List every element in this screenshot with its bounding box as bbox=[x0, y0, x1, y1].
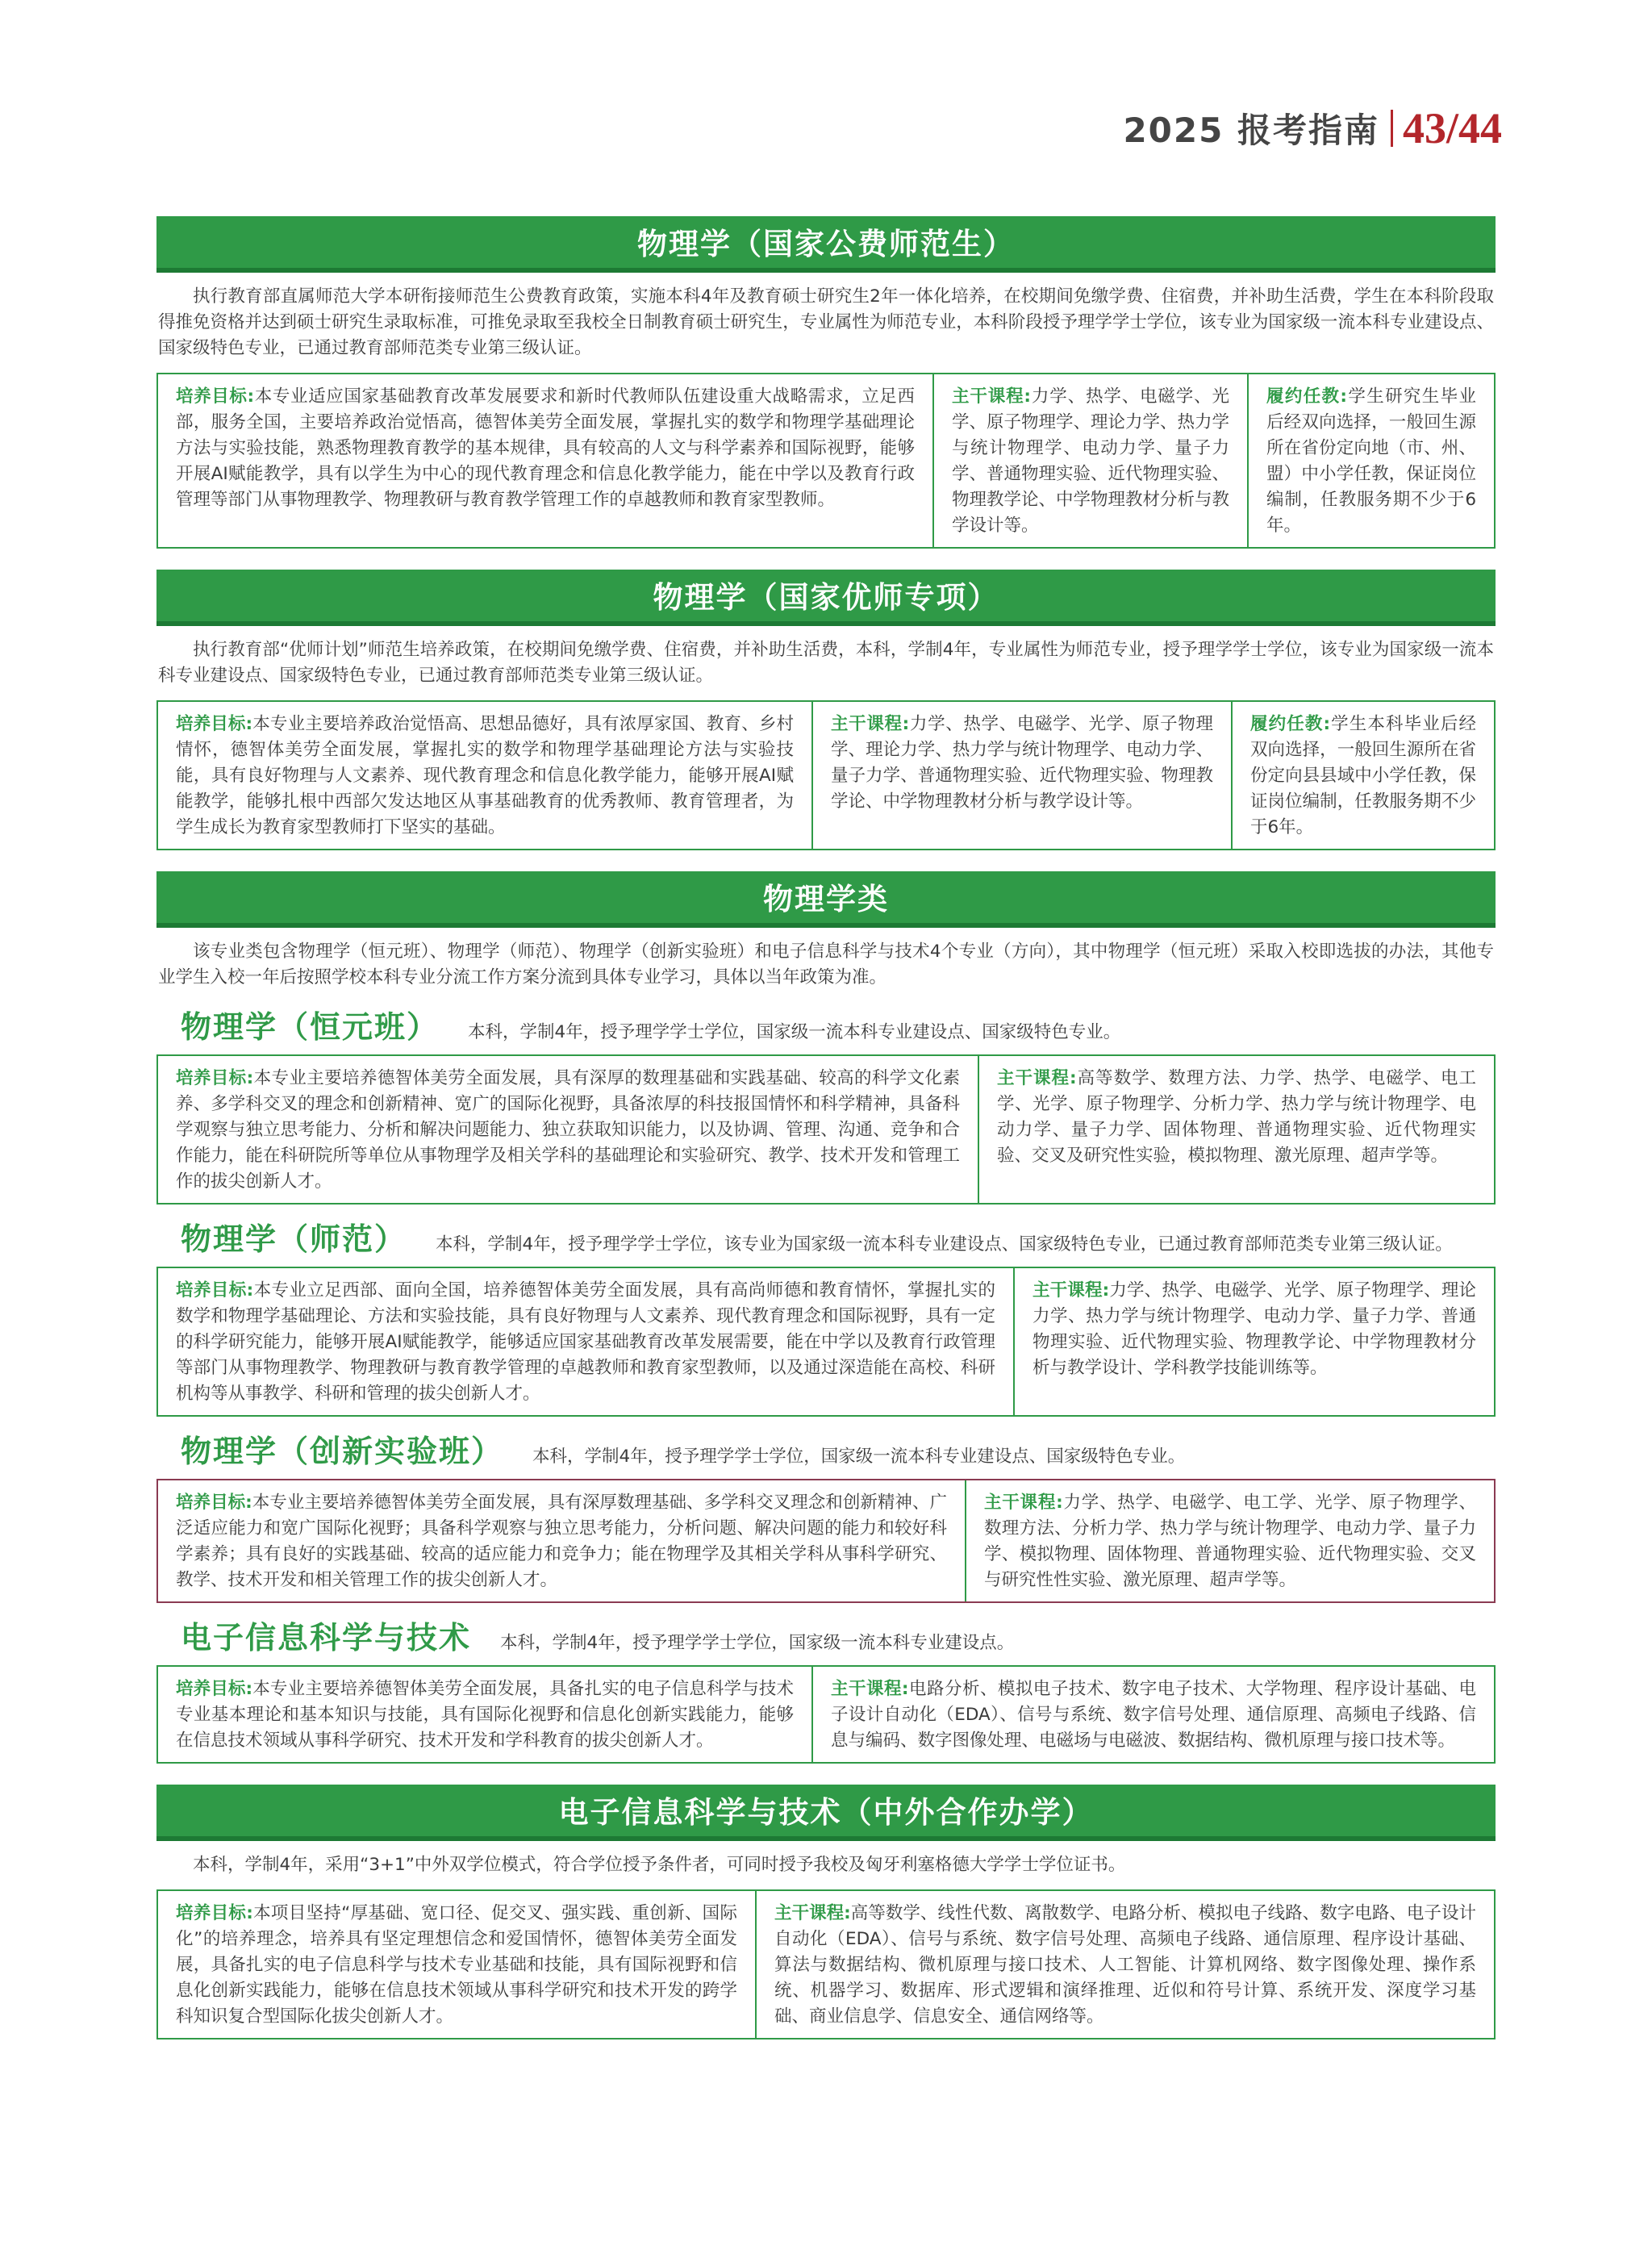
goal-cell bbox=[158, 1268, 1013, 1415]
major-heading bbox=[156, 1426, 1496, 1471]
duty-text: 学生研究生毕业后经双向选择，一般回生源所在省份定向地（市、州、盟）中小学任教，保证岗位编制，任教服务期不少于6年。 bbox=[1266, 386, 1476, 536]
goal-cell bbox=[158, 1667, 811, 1762]
goal-text: 本项目坚持“厚基础、宽口径、促交叉、强实践、重创新、国际化”的培养理念，培养具有坚定理想信念和爱国情怀，德智体美劳全面发展，具备扎实的电子信息科学与技术专业基础和技能，具有国际视野和信息化创新实践能力，能够在信息技术领域从事科学研究和技术开发的跨学科知识复合型国际化拔尖创新人才。 bbox=[176, 1903, 737, 2027]
goal-label: 培养目标: bbox=[176, 1280, 254, 1301]
goal-label: 培养目标: bbox=[176, 1903, 253, 1923]
duty-cell bbox=[1231, 702, 1494, 849]
goal-cell bbox=[158, 702, 811, 849]
goal-label: 培养目标: bbox=[176, 1679, 253, 1699]
major-desc: 本科，学制4年，授予理学学士学位，国家级一流本科专业建设点。 bbox=[500, 1633, 1015, 1653]
courses-cell bbox=[811, 1667, 1494, 1762]
goal-text: 本专业适应国家基础教育改革发展要求和新时代教师队伍建设重大战略需求，立足西部，服务全国，主要培养政治觉悟高，德智体美劳全面发展，掌握扎实的数学和物理学基础理论方法与实验技能，熟悉物理教育教学的基本规律，具有较高的人文与科学素养和国际视野，能够开展AI赋能教学，具有以学生为中心的现代教育理念和信息化教学能力，能在中学以及教育行政管理等部门从事物理教学、物理教研与教育教学管理工作的卓越教师和教育家型教师。 bbox=[176, 386, 915, 510]
courses-text: 力学、热学、电磁学、光学、原子物理学、理论力学、热力学与统计物理学、电动力学、量子力学、普通物理实验、近代物理实验、物理教学论、中学物理教材分析与教学设计等。 bbox=[952, 386, 1230, 536]
courses-text: 力学、热学、电磁学、电工学、光学、原子物理学、数理方法、分析力学、热力学与统计物理学、电动力学、量子力学、模拟物理、固体物理、普通物理实验、近代物理实验、交叉与研究性性实验、激光原理、超声学等。 bbox=[984, 1493, 1476, 1590]
courses-label: 主干课程: bbox=[997, 1068, 1077, 1088]
major-heading bbox=[156, 1214, 1496, 1259]
courses-text: 高等数学、数理方法、力学、热学、电磁学、电工学、光学、原子物理学、分析力学、热力学与统计物理学、电动力学、量子力学、固体物理、普通物理实验、近代物理实验、交叉及研究性实验，模拟物理、激光原理、超声学等。 bbox=[997, 1068, 1476, 1166]
duty-text: 学生本科毕业后经双向选择，一般回生源所在省份定向县县域中小学任教，保证岗位编制，任教服务期不少于6年。 bbox=[1250, 714, 1476, 837]
info-box bbox=[156, 1479, 1496, 1603]
section-banner-physics-category: 物理学类 bbox=[156, 871, 1496, 928]
duty-label: 履约任教: bbox=[1266, 386, 1348, 407]
page-number: 43/44 bbox=[1402, 104, 1502, 152]
courses-text: 力学、热学、电磁学、光学、原子物理学、理论力学、热力学与统计物理学、电动力学、量子力学、普通物理实验、近代物理实验、物理教学论、中学物理教材分析与教学设计等。 bbox=[831, 714, 1213, 812]
courses-text: 高等数学、线性代数、离散数学、电路分析、模拟电子线路、数字电路、电子设计自动化（EDA）、信号与系统、数字信号处理、高频电子线路、通信原理、程序设计基础、算法与数据结构、微机原理与接口技术、人工智能、计算机网络、数字图像处理、操作系统、机器学习、数据库、形式逻辑和演绎推理、近似和符号计算、系统开发、深度学习基础、商业信息学、信息安全、通信网络等。 bbox=[774, 1903, 1476, 2027]
courses-cell bbox=[755, 1891, 1494, 2038]
goal-text: 本专业主要培养政治觉悟高、思想品德好，具有浓厚家国、教育、乡村情怀，德智体美劳全面发展，掌握扎实的数学和物理学基础理论方法与实验技能，具有良好物理与人文素养、现代教育理念和信息化教学能力，能够开展AI赋能教学，能够扎根中西部欠发达地区从事基础教育的优秀教师、教育管理者，为学生成长为教育家型教师打下坚实的基础。 bbox=[176, 714, 794, 837]
courses-cell bbox=[978, 1056, 1494, 1203]
section-banner-physics-excellent-teacher: 物理学（国家优师专项） bbox=[156, 570, 1496, 626]
courses-cell bbox=[811, 702, 1231, 849]
header-divider bbox=[1391, 110, 1393, 147]
major-desc: 本科，学制4年，授予理学学士学位，国家级一流本科专业建设点、国家级特色专业。 bbox=[468, 1022, 1121, 1042]
section-intro: 该专业类包含物理学（恒元班）、物理学（师范）、物理学（创新实验班）和电子信息科学与技术4个专业（方向），其中物理学（恒元班）采取入校即选拔的办法，其他专业学生入校一年后按照学校本科专业分流工作方案分流到具体专业学习，具体以当年政策为准。 bbox=[158, 941, 1494, 987]
major-desc: 本科，学制4年，授予理学学士学位，该专业为国家级一流本科专业建设点、国家级特色专业，已通过教育部师范类专业第三级认证。 bbox=[436, 1234, 1453, 1255]
major-heading bbox=[156, 1613, 1496, 1657]
page-header bbox=[1123, 103, 1502, 153]
goal-cell bbox=[158, 1056, 978, 1203]
goal-text: 本专业主要培养德智体美劳全面发展，具有深厚数理基础、多学科交叉理念和创新精神、广泛适应能力和宽广国际化视野；具备科学观察与独立思考能力，分析问题、解决问题的能力和较好科学素养；具有良好的实践基础、较高的适应能力和竞争力；能在物理学及其相关学科从事科学研究、教学、技术开发和相关管理工作的拔尖创新人才。 bbox=[176, 1493, 947, 1590]
courses-label: 主干课程: bbox=[1032, 1280, 1110, 1301]
goal-text: 本专业主要培养德智体美劳全面发展，具有深厚的数理基础和实践基础、较高的科学文化素养、多学科交叉的理念和创新精神、宽广的国际化视野，具备浓厚的科技报国情怀和科学精神，具备科学观察与独立思考能力、分析和解决问题能力、独立获取知识能力，以及协调、管理、沟通、竞争和合作能力，能在科研院所等单位从事物理学及相关学科的基础理论和实验研究、教学、技术开发和管理工作的拔尖创新人才。 bbox=[176, 1068, 960, 1192]
info-box bbox=[156, 373, 1496, 549]
goal-cell bbox=[158, 374, 932, 547]
courses-cell bbox=[932, 374, 1247, 547]
goal-cell bbox=[158, 1480, 965, 1601]
major-name: 电子信息科学与技术 bbox=[181, 1620, 472, 1655]
major-name: 物理学（恒元班） bbox=[181, 1009, 440, 1045]
courses-cell bbox=[965, 1480, 1494, 1601]
info-box bbox=[156, 700, 1496, 850]
goal-label: 培养目标: bbox=[176, 1493, 252, 1513]
major-desc: 本科，学制4年，授予理学学士学位，国家级一流本科专业建设点、国家级特色专业。 bbox=[532, 1447, 1186, 1467]
major-name: 物理学（师范） bbox=[181, 1221, 407, 1257]
courses-text: 电路分析、模拟电子技术、数字电子技术、大学物理、程序设计基础、电子设计自动化（EDA）、信号与系统、数字信号处理、通信原理、高频电子线路、信息与编码、数字图像处理、电磁场与电磁波、数据结构、微机原理与接口技术等。 bbox=[831, 1679, 1476, 1751]
duty-cell bbox=[1247, 374, 1494, 547]
goal-label: 培养目标: bbox=[176, 714, 253, 734]
goal-cell bbox=[158, 1891, 755, 2038]
section-intro: 执行教育部“优师计划”师范生培养政策，在校期间免缴学费、住宿费，并补助生活费，本科，学制4年，专业属性为师范专业，授予理学学士学位，该专业为国家级一流本科专业建设点、国家级特色专业，已通过教育部师范类专业第三级认证。 bbox=[158, 640, 1494, 686]
major-name: 物理学（创新实验班） bbox=[181, 1434, 504, 1469]
section-intro: 本科，学制4年，采用“3+1”中外双学位模式，符合学位授予条件者，可同时授予我校及匈牙利塞格德大学学士学位证书。 bbox=[193, 1855, 1126, 1875]
major-heading bbox=[156, 1002, 1496, 1046]
courses-label: 主干课程: bbox=[952, 386, 1032, 407]
info-box bbox=[156, 1889, 1496, 2040]
courses-text: 力学、热学、电磁学、光学、原子物理学、理论力学、热力学与统计物理学、电动力学、量子力学、普通物理实验、近代物理实验、物理教学论、中学物理教材分析与教学设计、学科教学技能训练等。 bbox=[1032, 1280, 1476, 1378]
duty-label: 履约任教: bbox=[1250, 714, 1331, 734]
goal-label: 培养目标: bbox=[176, 1068, 254, 1088]
goal-text: 本专业立足西部、面向全国，培养德智体美劳全面发展，具有高尚师德和教育情怀，掌握扎实的数学和物理学基础理论、方法和实验技能，具有良好物理与人文素养、现代教育理念和国际视野，具有一定的科学研究能力，能够开展AI赋能教学，能够适应国家基础教育改革发展需要，能在中学以及教育行政管理等部门从事物理教学、物理教研与教育教学管理的卓越教师和教育家型教师，以及通过深造能在高校、科研机构等从事教学、科研和管理的拔尖创新人才。 bbox=[176, 1280, 995, 1404]
info-box bbox=[156, 1665, 1496, 1764]
courses-label: 主干课程: bbox=[984, 1493, 1063, 1513]
info-box bbox=[156, 1054, 1496, 1205]
courses-label: 主干课程: bbox=[774, 1903, 851, 1923]
section-intro: 执行教育部直属师范大学本研衔接师范生公费教育政策，实施本科4年及教育硕士研究生2年一体化培养，在校期间免缴学费、住宿费，并补助生活费，学生在本科阶段取得推免资格并达到硕士研究生录取标准，可推免录取至我校全日制教育硕士研究生，专业属性为师范专业，本科阶段授予理学学士学位，该专业为国家级一流本科专业建设点、国家级特色专业，已通过教育部师范类专业第三级认证。 bbox=[158, 286, 1494, 358]
goal-label: 培养目标: bbox=[176, 386, 255, 407]
section-banner-eis-sino-foreign: 电子信息科学与技术（中外合作办学） bbox=[156, 1785, 1496, 1841]
courses-cell bbox=[1013, 1268, 1494, 1415]
goal-text: 本专业主要培养德智体美劳全面发展，具备扎实的电子信息科学与技术专业基本理论和基本知识与技能，具有国际化视野和信息化创新实践能力，能够在信息技术领域从事科学研究、技术开发和学科教育的拔尖创新人才。 bbox=[176, 1679, 794, 1751]
main-content bbox=[156, 216, 1496, 2046]
section-banner-physics-public-funded: 物理学（国家公费师范生） bbox=[156, 216, 1496, 273]
courses-label: 主干课程: bbox=[831, 1679, 909, 1699]
courses-label: 主干课程: bbox=[831, 714, 910, 734]
info-box bbox=[156, 1267, 1496, 1417]
guide-title: 2025 报考指南 bbox=[1123, 111, 1379, 150]
